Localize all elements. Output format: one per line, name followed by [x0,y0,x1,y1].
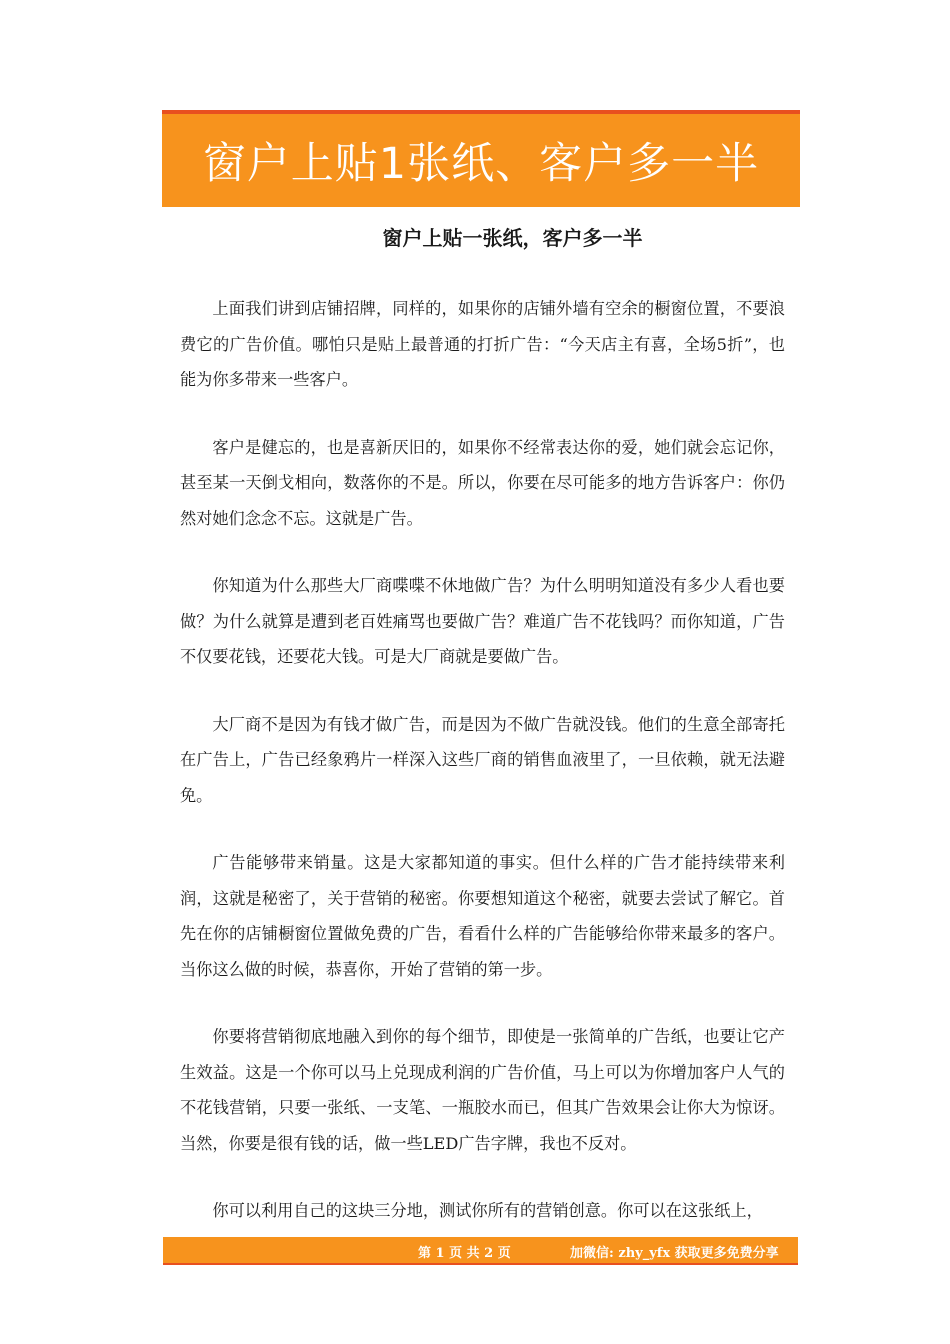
paragraph: 大厂商不是因为有钱才做广告，而是因为不做广告就没钱。他们的生意全部寄托在广告上，广告已经象鸦片一样深入这些厂商的销售血液里了，一旦依赖，就无法避免。 [180,714,785,805]
paragraph: 你可以利用自己的这块三分地，测试你所有的营销创意。你可以在这张纸上， [212,1201,763,1220]
paragraph: 上面我们讲到店铺招牌，同样的，如果你的店铺外墙有空余的橱窗位置，不要浪费它的广告价值。哪怕只是贴上最普通的打折广告：“今天店主有喜，全场5折”，也能为你多带来一些客户。 [180,299,785,389]
paragraph: 你要将营销彻底地融入到你的每个细节，即使是一张简单的广告纸，也要让它产生效益。这是一个你可以马上兑现成利润的广告价值，马上可以为你增加客户人气的不花钱营销，只要一张纸、一支笔、一瓶胶水而已，但其广告效果会让你大为惊讶。当然，你要是很有钱的话，做一些LED广告字牌，我也不反对。 [180,1027,785,1153]
paragraph: 广告能够带来销量。这是大家都知道的事实。但什么样的广告才能持续带来利润，这就是秘密了，关于营销的秘密。你要想知道这个秘密，就要去尝试了解它。首先在你的店铺橱窗位置做免费的广告，看看什么样的广告能够给你带来最多的客户。当你这么做的时候，恭喜你，开始了营销的第一步。 [180,853,785,979]
document-body [180,222,785,1261]
page-number: 第 1 页 共 2 页 [418,1246,511,1261]
banner-title: 窗户上贴1张纸、客户多一半 [202,139,760,189]
footer-promo: 加微信: zhy_yfx 获取更多免费分享 [570,1246,779,1261]
paragraph: 你知道为什么那些大厂商喋喋不休地做广告？为什么明明知道没有多少人看也要做？为什么就算是遭到老百姓痛骂也要做广告？难道广告不花钱吗？而你知道，广告不仅要花钱，还要花大钱。可是大厂商就是要做广告。 [180,576,785,666]
paragraph: 客户是健忘的，也是喜新厌旧的，如果你不经常表达你的爱，她们就会忘记你，甚至某一天倒戈相向，数落你的不是。所以，你要在尽可能多的地方告诉客户：你仍然对她们念念不忘。这就是广告。 [180,437,785,528]
footer-bottom-line [163,1263,798,1265]
document-title: 窗户上贴一张纸，客户多一半 [382,226,643,250]
title-banner [162,114,800,207]
